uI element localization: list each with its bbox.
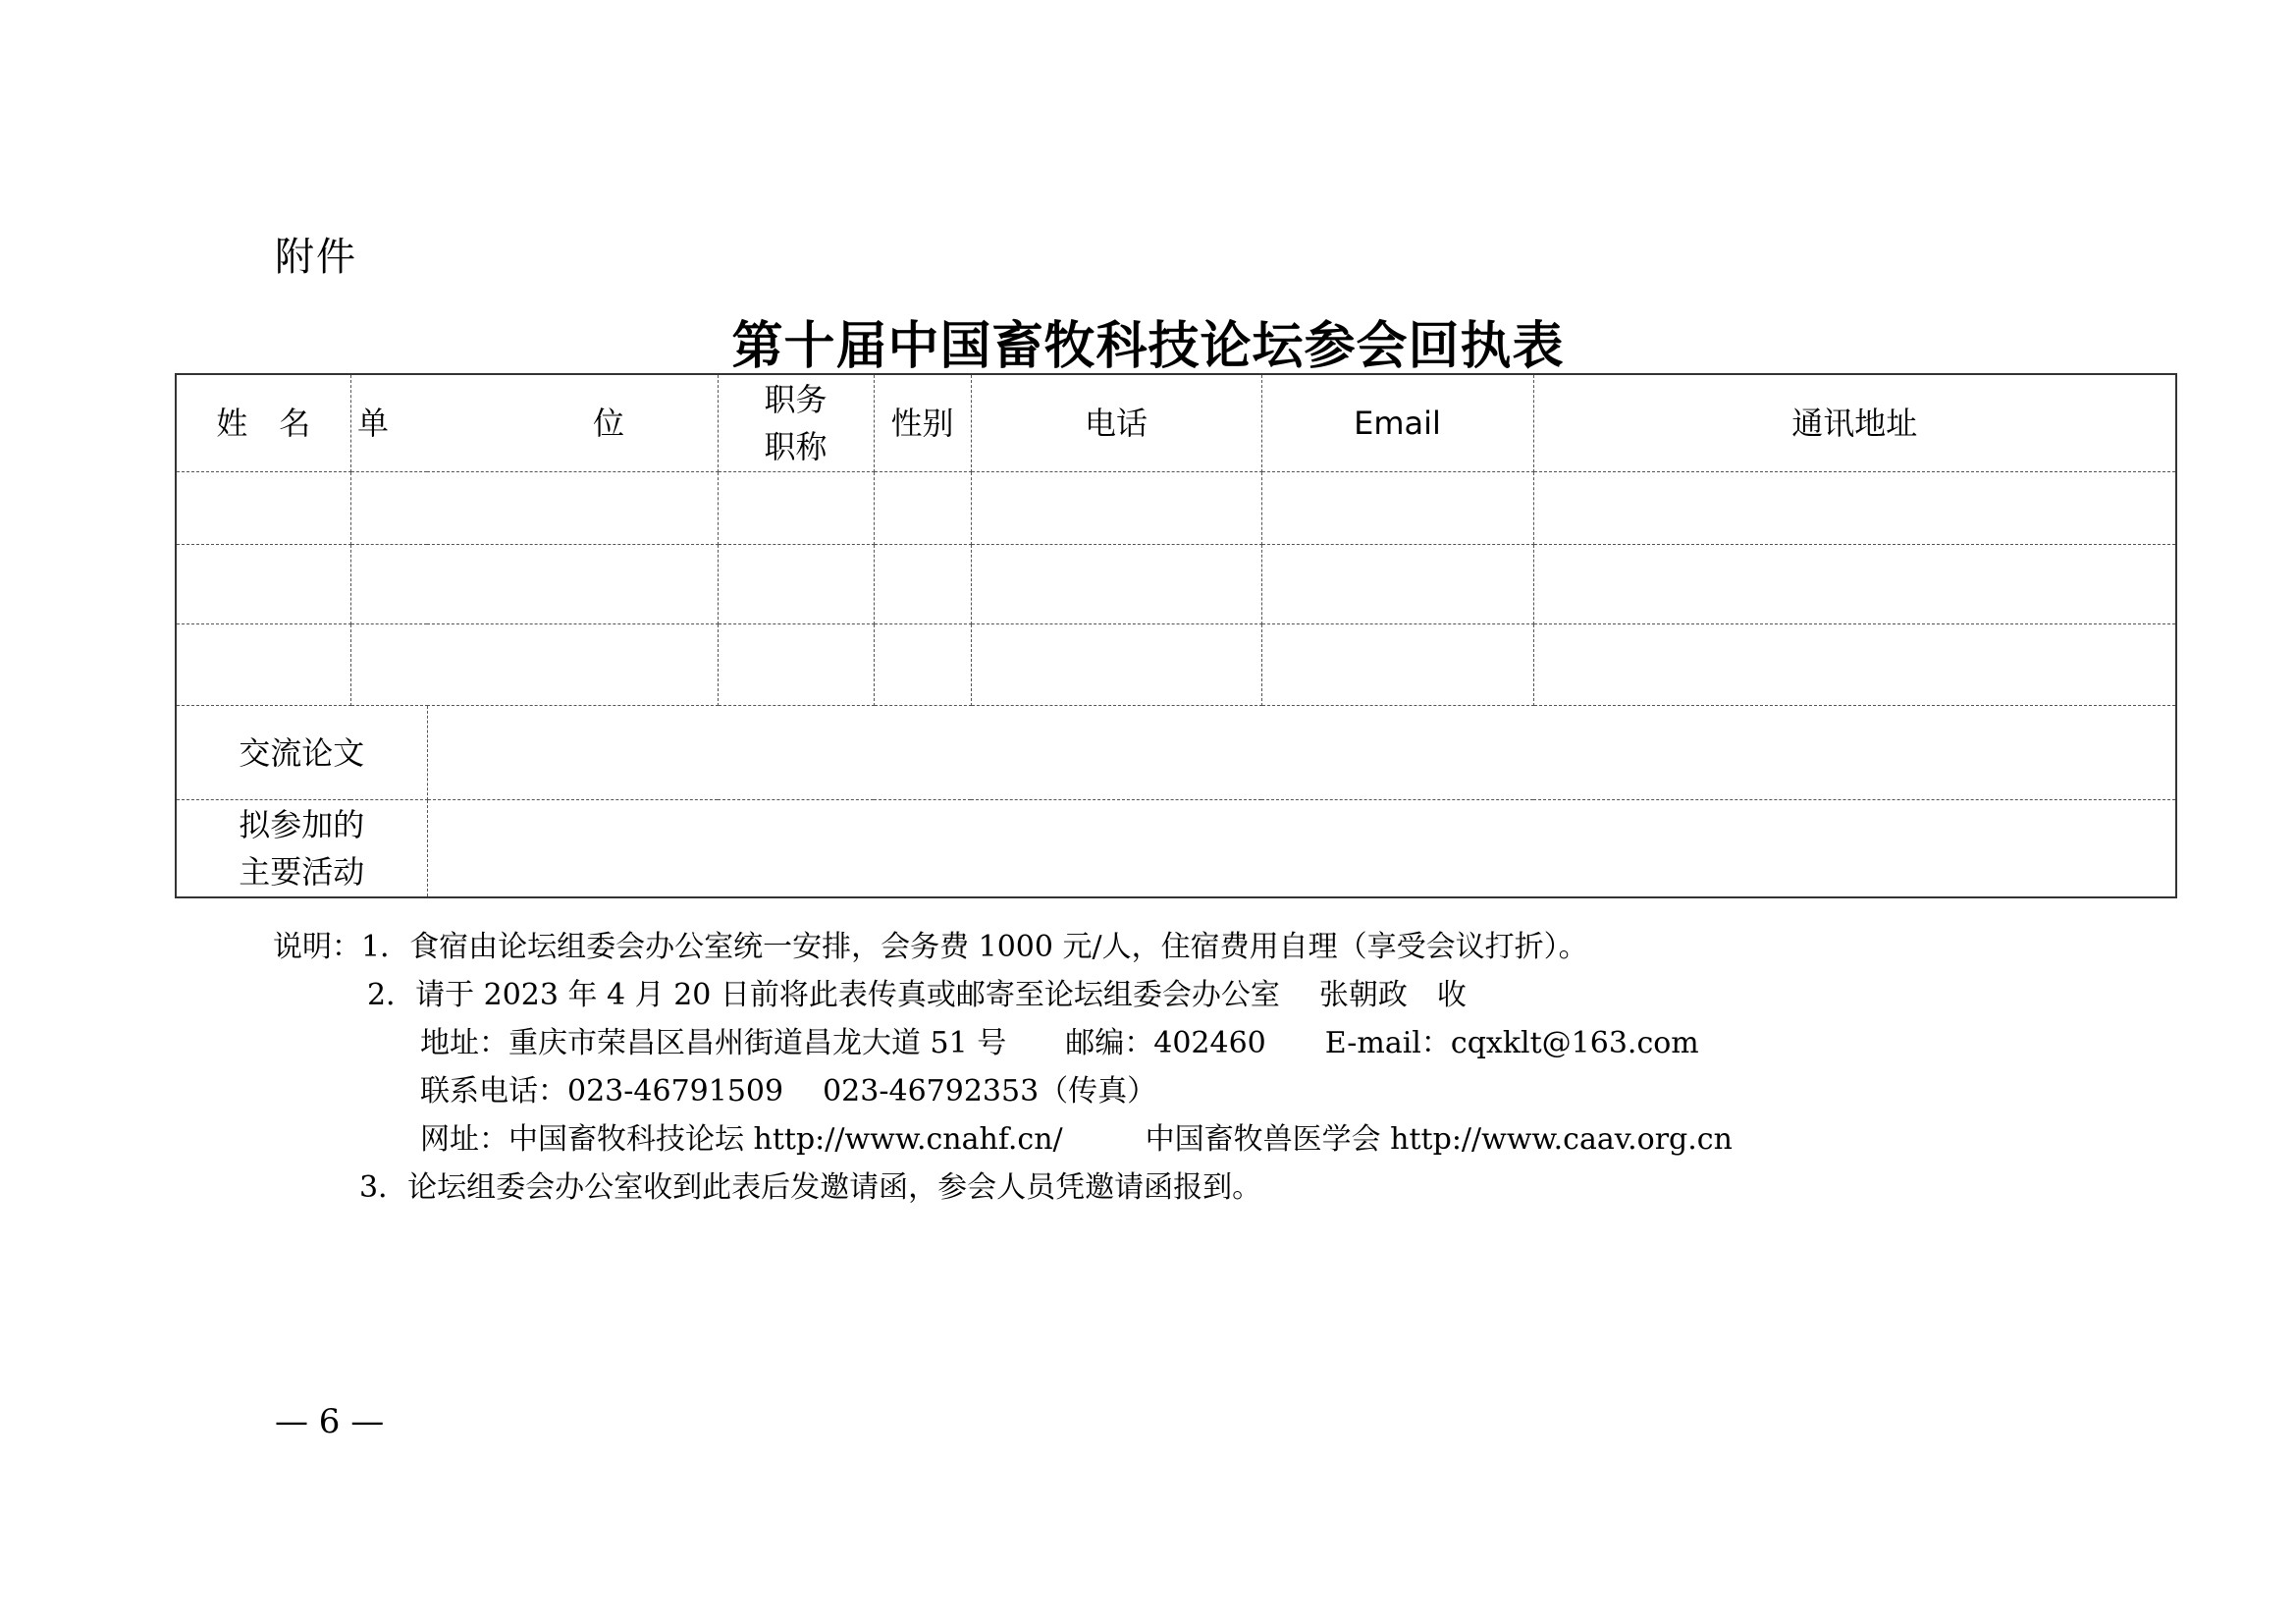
table-row	[176, 472, 2176, 545]
note-line-5	[420, 1115, 1735, 1164]
activity-label	[176, 800, 427, 898]
cell-email[interactable]	[1261, 545, 1533, 624]
note-line-6	[359, 1164, 1675, 1212]
activity-field[interactable]	[427, 800, 2176, 898]
table-header-row	[176, 374, 2176, 472]
note-line-2	[367, 971, 1682, 1019]
note-fax: 023-46792353（传真）	[823, 1074, 1157, 1109]
cell-name[interactable]	[176, 545, 350, 624]
note-item-1: 1．食宿由论坛组委会办公室统一安排，会务费 1000 元/人，住宿费用自理（享受会议打折）。	[361, 930, 1588, 964]
cell-unit[interactable]	[350, 545, 718, 624]
header-email: Email	[1261, 374, 1533, 472]
header-phone: 电话	[971, 374, 1261, 472]
notes-section	[273, 923, 1733, 1212]
table-row	[176, 624, 2176, 706]
header-position-line1: 职务	[764, 381, 828, 418]
cell-name[interactable]	[176, 472, 350, 545]
header-name: 姓 名	[176, 374, 350, 472]
activity-label-line1: 拟参加的	[239, 806, 365, 843]
header-unit: 单 位	[350, 374, 718, 472]
document-title	[0, 304, 2296, 378]
document-title-text: 第十届中国畜牧科技论坛参会回执表	[731, 316, 1565, 376]
attachment-label: 附件	[275, 235, 357, 280]
cell-gender[interactable]	[874, 624, 971, 706]
cell-position[interactable]	[718, 545, 874, 624]
cell-gender[interactable]	[874, 545, 971, 624]
cell-email[interactable]	[1261, 624, 1533, 706]
note-web-2[interactable]: 中国畜牧兽医学会 http://www.caav.org.cn	[1145, 1122, 1733, 1157]
cell-phone[interactable]	[971, 472, 1261, 545]
cell-position[interactable]	[718, 472, 874, 545]
header-position-line2: 职称	[764, 428, 828, 465]
note-item-2a: 2．请于 2023 年 4 月 20 日前将此表传真或邮寄至论坛组委会办公室	[367, 978, 1280, 1012]
activity-row	[176, 800, 2176, 898]
page-number: — 6 —	[275, 1402, 385, 1441]
paper-row	[176, 706, 2176, 800]
note-item-2b: 张朝政 收	[1318, 978, 1467, 1012]
cell-gender[interactable]	[874, 472, 971, 545]
paper-label: 交流论文	[176, 706, 427, 800]
cell-unit[interactable]	[350, 472, 718, 545]
header-position	[718, 374, 874, 472]
reply-form-table	[175, 373, 2177, 898]
cell-position[interactable]	[718, 624, 874, 706]
note-phone: 联系电话：023-46791509	[420, 1074, 784, 1109]
note-address: 地址：重庆市荣昌区昌州街道昌龙大道 51 号	[420, 1026, 1007, 1060]
cell-phone[interactable]	[971, 545, 1261, 624]
header-address: 通讯地址	[1533, 374, 2176, 472]
cell-phone[interactable]	[971, 624, 1261, 706]
table-row	[176, 545, 2176, 624]
note-postcode: 邮编：402460	[1065, 1026, 1266, 1060]
note-line-1	[273, 923, 1588, 971]
note-web-1[interactable]: 网址：中国畜牧科技论坛 http://www.cnahf.cn/	[420, 1122, 1063, 1157]
cell-address[interactable]	[1533, 624, 2176, 706]
activity-label-line2: 主要活动	[239, 853, 365, 891]
note-email[interactable]: E-mail：cqxklt@163.com	[1324, 1026, 1699, 1060]
header-gender: 性别	[874, 374, 971, 472]
note-line-3	[420, 1019, 1735, 1067]
cell-address[interactable]	[1533, 472, 2176, 545]
cell-address[interactable]	[1533, 545, 2176, 624]
cell-unit[interactable]	[350, 624, 718, 706]
cell-name[interactable]	[176, 624, 350, 706]
cell-email[interactable]	[1261, 472, 1533, 545]
note-line-4	[420, 1067, 1735, 1115]
note-item-3: 3．论坛组委会办公室收到此表后发邀请函，参会人员凭邀请函报到。	[359, 1170, 1262, 1205]
notes-intro: 说明：	[273, 930, 361, 964]
paper-field[interactable]	[427, 706, 2176, 800]
